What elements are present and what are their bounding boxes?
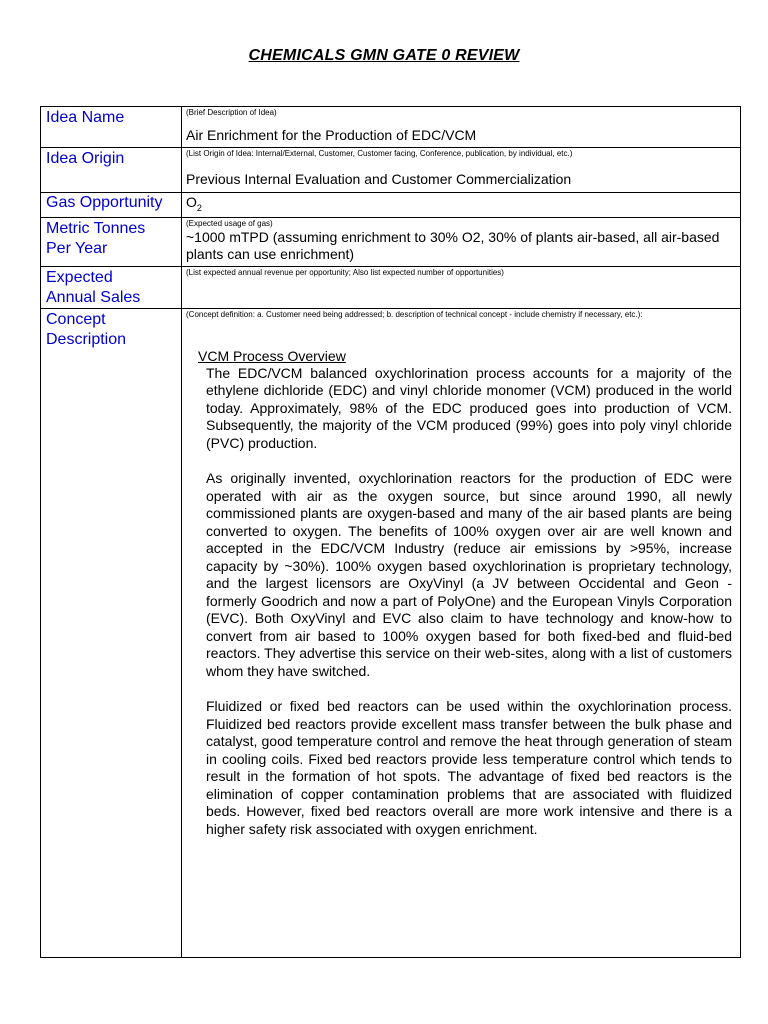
section-heading-vcm-overview: VCM Process Overview xyxy=(198,347,346,364)
paragraph-oxychlorination-history: As originally invented, oxychlorination reactors for the production of EDC were operated with air as the oxygen source, but since around 1990, all newly commissioned plants are oxygen-based and many of the air based plants are being converted to oxygen. The benefits of 100% oxygen over air are well known and accepted in the EDC/VCM Industry (reduce air emissions by >95%, increase capacity by ~30%). 100% oxygen based oxychlorination is proprietary technology, and the largest licensors are OxyVinyl (a JV between Occidental and Geon - formerly Goodrich and now a part of PolyOne) and the European Vinyls Corporation (EVC). Both OxyVinyl and EVC also claim to have technology and know-how to convert from air based to 100% oxygen based for both fixed-bed and fluid-bed reactors. They advertise this service on their web-sites, along with a list of customers whom they have switched. xyxy=(206,470,732,679)
cell-metric-tonnes xyxy=(182,217,741,266)
paragraph-edc-vcm-process: The EDC/VCM balanced oxychlorination process accounts for a majority of the ethylene dichloride (EDC) and vinyl chloride monomer (VCM) produced in the world today. Approximately, 98% of the EDC produced goes into production of VCM. Subsequently, the majority of the VCM produced (99%) goes into poly vinyl chloride (PVC) production. xyxy=(206,364,732,451)
hint-expected-sales: (List expected annual revenue per opportunity; Also list expected number of opportunities) xyxy=(186,267,504,277)
row-concept-description xyxy=(41,308,741,957)
label-concept-line1: Concept xyxy=(46,310,106,328)
row-idea-name xyxy=(41,107,741,148)
paragraph-reactor-types: Fluidized or fixed bed reactors can be used within the oxychlorination process. Fluidized bed reactors provide excellent mass transfer between the bulk phase and catalyst, good temperature control and remove the heat through generation of steam in cooling coils. Fixed bed reactors provide less temperature control which tends to result in the formation of hot spots. The advantage of fixed bed reactors is the elimination of copper contamination problems that are associated with fluidized beds. However, fixed bed reactors overall are more work intensive and there is a higher safety risk associated with oxygen enrichment. xyxy=(206,698,732,837)
label-expected-sales-line1: Expected xyxy=(46,268,113,286)
label-concept-description xyxy=(41,308,182,957)
gas-subscript: 2 xyxy=(196,202,202,213)
row-expected-sales xyxy=(41,266,741,308)
label-idea-origin xyxy=(41,148,182,193)
row-idea-origin xyxy=(41,148,741,193)
label-concept-line2: Description xyxy=(46,330,127,348)
hint-idea-name: (Brief Description of Idea) xyxy=(186,108,277,117)
label-gas-opportunity xyxy=(41,193,182,218)
document-title: CHEMICALS GMN GATE 0 REVIEW xyxy=(248,47,520,64)
label-idea-name-text: Idea Name xyxy=(46,109,125,126)
label-gas-opportunity-text: Gas Opportunity xyxy=(46,194,163,211)
gas-symbol: O xyxy=(186,194,197,210)
label-metric-tonnes-line1: Metric Tonnes xyxy=(46,219,146,237)
review-form-table xyxy=(40,106,741,958)
cell-expected-sales xyxy=(182,266,741,308)
label-metric-tonnes-line2: Per Year xyxy=(46,239,108,257)
cell-gas-opportunity xyxy=(182,193,741,218)
hint-idea-origin: (List Origin of Idea: Internal/External, Customer, Customer facing, Conference, publication, by individual, etc.) xyxy=(186,149,573,158)
label-expected-sales-line2: Annual Sales xyxy=(46,288,141,306)
value-metric-tonnes: ~1000 mTPD (assuming enrichment to 30% O2, 30% of plants air-based, all air-based plants can use enrichment) xyxy=(186,228,720,262)
cell-idea-name xyxy=(182,107,741,148)
cell-concept-description xyxy=(182,308,741,957)
label-expected-sales xyxy=(41,266,182,308)
value-idea-origin: Previous Internal Evaluation and Customer Commercialization xyxy=(186,171,572,187)
cell-idea-origin xyxy=(182,148,741,193)
value-gas-opportunity xyxy=(182,193,740,217)
value-idea-name: Air Enrichment for the Production of EDC/VCM xyxy=(186,127,477,143)
hint-concept: (Concept definition: a. Customer need being addressed; b. description of technical concept - include chemistry if necessary, etc.): xyxy=(186,309,643,319)
row-gas-opportunity xyxy=(41,193,741,218)
label-idea-origin-text: Idea Origin xyxy=(46,150,125,167)
label-idea-name xyxy=(41,107,182,148)
label-metric-tonnes xyxy=(41,217,182,266)
row-metric-tonnes xyxy=(41,217,741,266)
hint-metric-tonnes: (Expected usage of gas) xyxy=(186,218,273,228)
